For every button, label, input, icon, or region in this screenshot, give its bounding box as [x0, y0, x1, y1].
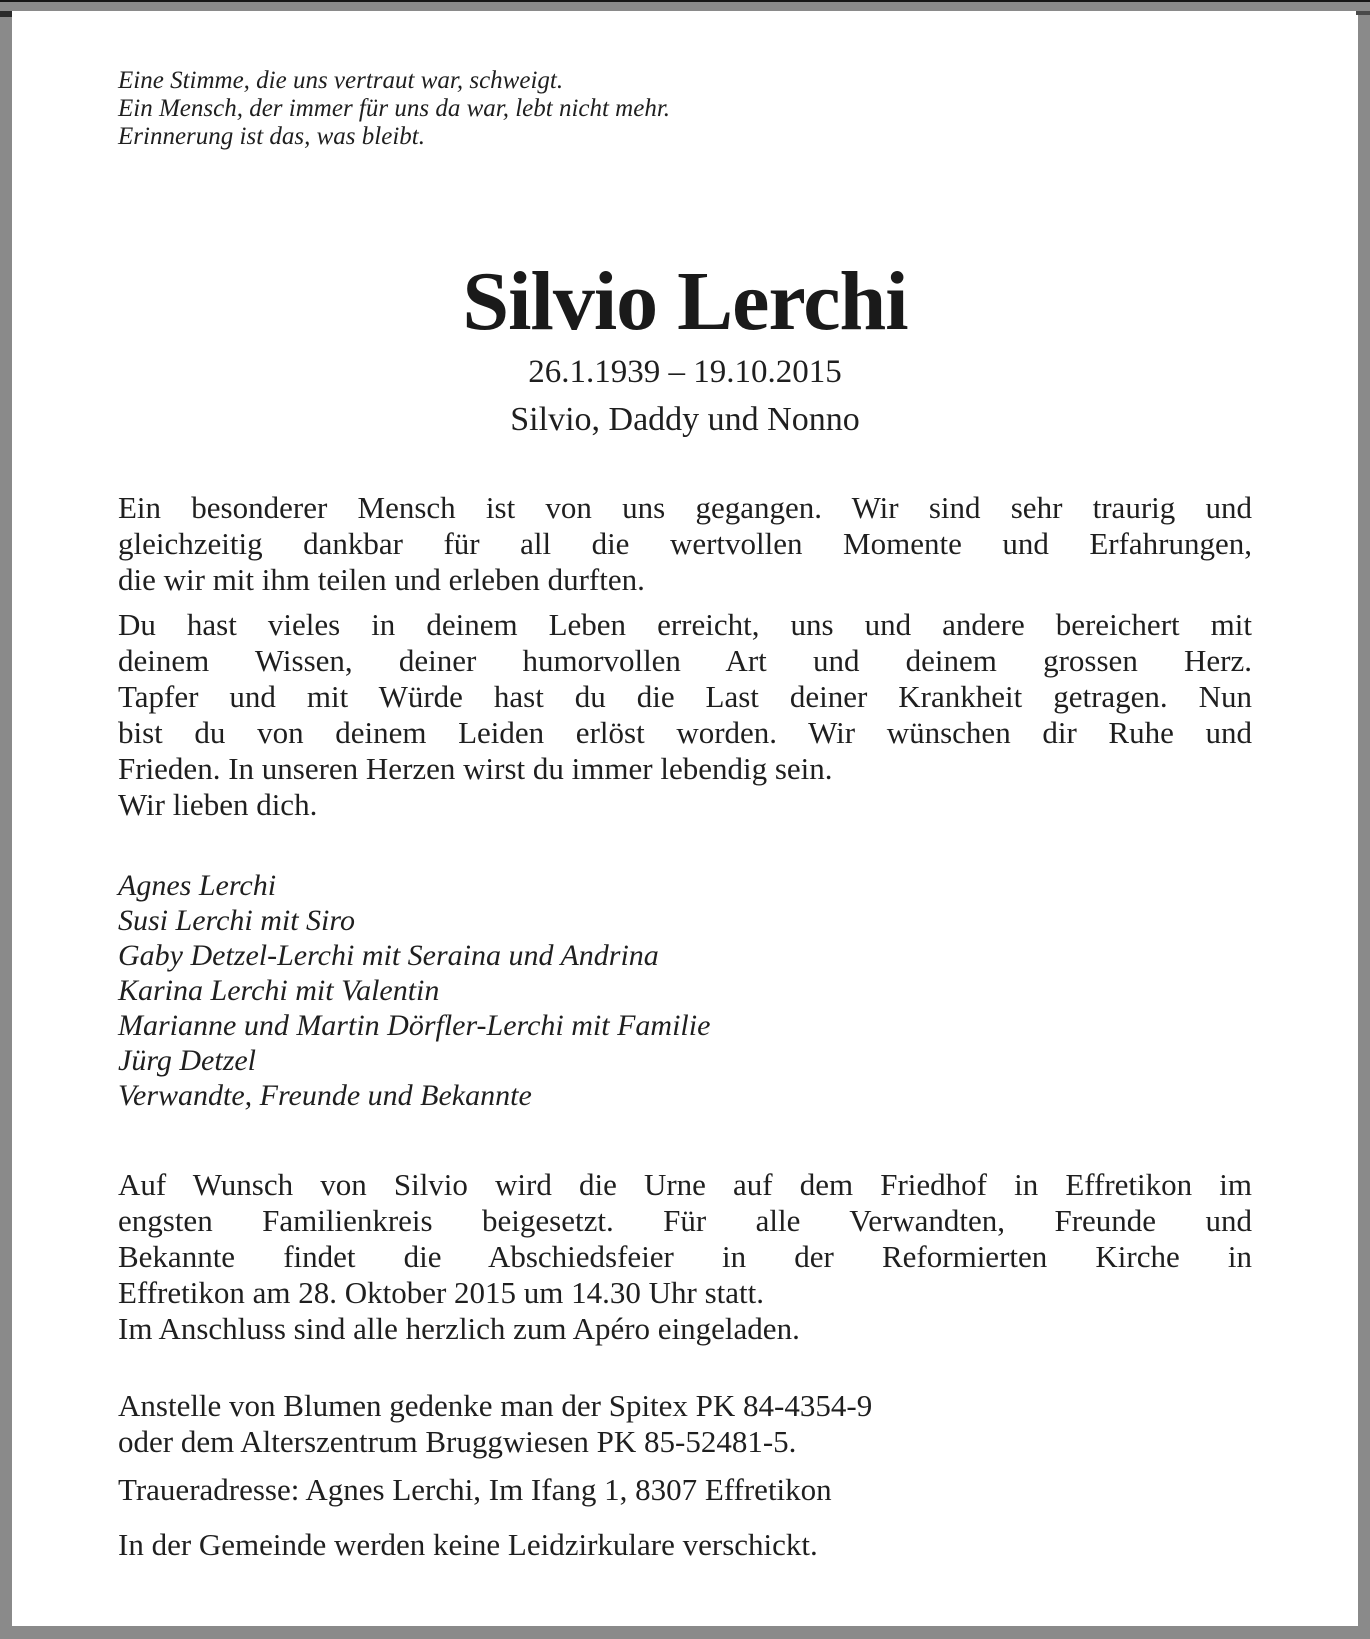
- text-line: Effretikon am 28. Oktober 2015 um 14.30 Uhr statt.: [118, 1275, 765, 1310]
- text-line: Anstelle von Blumen gedenke man der Spitex PK 84-4354-9: [118, 1388, 873, 1423]
- text-line: Bekannte findet die Abschiedsfeier in der Reformierten Kirche in: [118, 1239, 1252, 1274]
- text-line: Auf Wunsch von Silvio wird die Urne auf dem Friedhof in Effretikon im: [118, 1167, 1252, 1202]
- text-line: Wir lieben dich.: [118, 787, 318, 822]
- text-line: Jürg Detzel: [118, 1044, 257, 1077]
- text-line: Du hast vieles in deinem Leben erreicht, uns und andere bereichert mit: [118, 607, 1252, 642]
- text-line: Ein Mensch, der immer für uns da war, lebt nicht mehr.: [118, 95, 671, 122]
- text-line: Eine Stimme, die uns vertraut war, schweigt.: [118, 67, 564, 94]
- obituary-paragraph-2: [118, 607, 1252, 823]
- mourners-list: [118, 868, 1252, 1113]
- obituary-paragraph-1: [118, 490, 1252, 598]
- community-notice: In der Gemeinde werden keine Leidzirkulare verschickt.: [118, 1527, 818, 1562]
- text-line: Susi Lerchi mit Siro: [118, 904, 355, 937]
- text-line: Agnes Lerchi: [118, 869, 277, 902]
- obituary-paper: [12, 11, 1358, 1626]
- text-line: engsten Familienkreis beigesetzt. Für alle Verwandten, Freunde und: [118, 1203, 1252, 1238]
- text-line: Gaby Detzel-Lerchi mit Seraina und Andrina: [118, 939, 659, 972]
- text-line: Karina Lerchi mit Valentin: [118, 974, 440, 1007]
- text-line: die wir mit ihm teilen und erleben durften.: [118, 562, 645, 597]
- epigraph-verse: [118, 67, 1252, 151]
- text-line: Verwandte, Freunde und Bekannte: [118, 1079, 532, 1112]
- text-line: bist du von deinem Leiden erlöst worden. Wir wünschen dir Ruhe und: [118, 715, 1252, 750]
- nicknames-line: Silvio, Daddy und Nonno: [510, 401, 860, 438]
- text-line: Marianne und Martin Dörfler-Lerchi mit Familie: [118, 1009, 711, 1042]
- text-line: Tapfer und mit Würde hast du die Last deiner Krankheit getragen. Nun: [118, 679, 1252, 714]
- text-line: deinem Wissen, deiner humorvollen Art und deinem grossen Herz.: [118, 643, 1252, 678]
- text-line: gleichzeitig dankbar für all die wertvollen Momente und Erfahrungen,: [118, 526, 1252, 561]
- text-line: oder dem Alterszentrum Bruggwiesen PK 85-52481-5.: [118, 1424, 797, 1459]
- funeral-details: [118, 1167, 1252, 1347]
- life-dates: 26.1.1939 – 19.10.2015: [528, 354, 842, 390]
- donation-request: [118, 1388, 1252, 1460]
- deceased-name: Silvio Lerchi: [462, 255, 908, 348]
- text-line: Im Anschluss sind alle herzlich zum Apéro eingeladen.: [118, 1311, 800, 1346]
- scan-left-strip-edge: [0, 11, 12, 17]
- scan-right-strip-edge: [1356, 11, 1370, 15]
- text-line: Ein besonderer Mensch ist von uns gegangen. Wir sind sehr traurig und: [118, 490, 1252, 525]
- mourning-address: Traueradresse: Agnes Lerchi, Im Ifang 1, 8307 Effretikon: [118, 1472, 832, 1507]
- text-line: Erinnerung ist das, was bleibt.: [118, 123, 425, 150]
- text-line: Frieden. In unseren Herzen wirst du immer lebendig sein.: [118, 751, 833, 786]
- scan-top-edge: [0, 0, 1370, 2]
